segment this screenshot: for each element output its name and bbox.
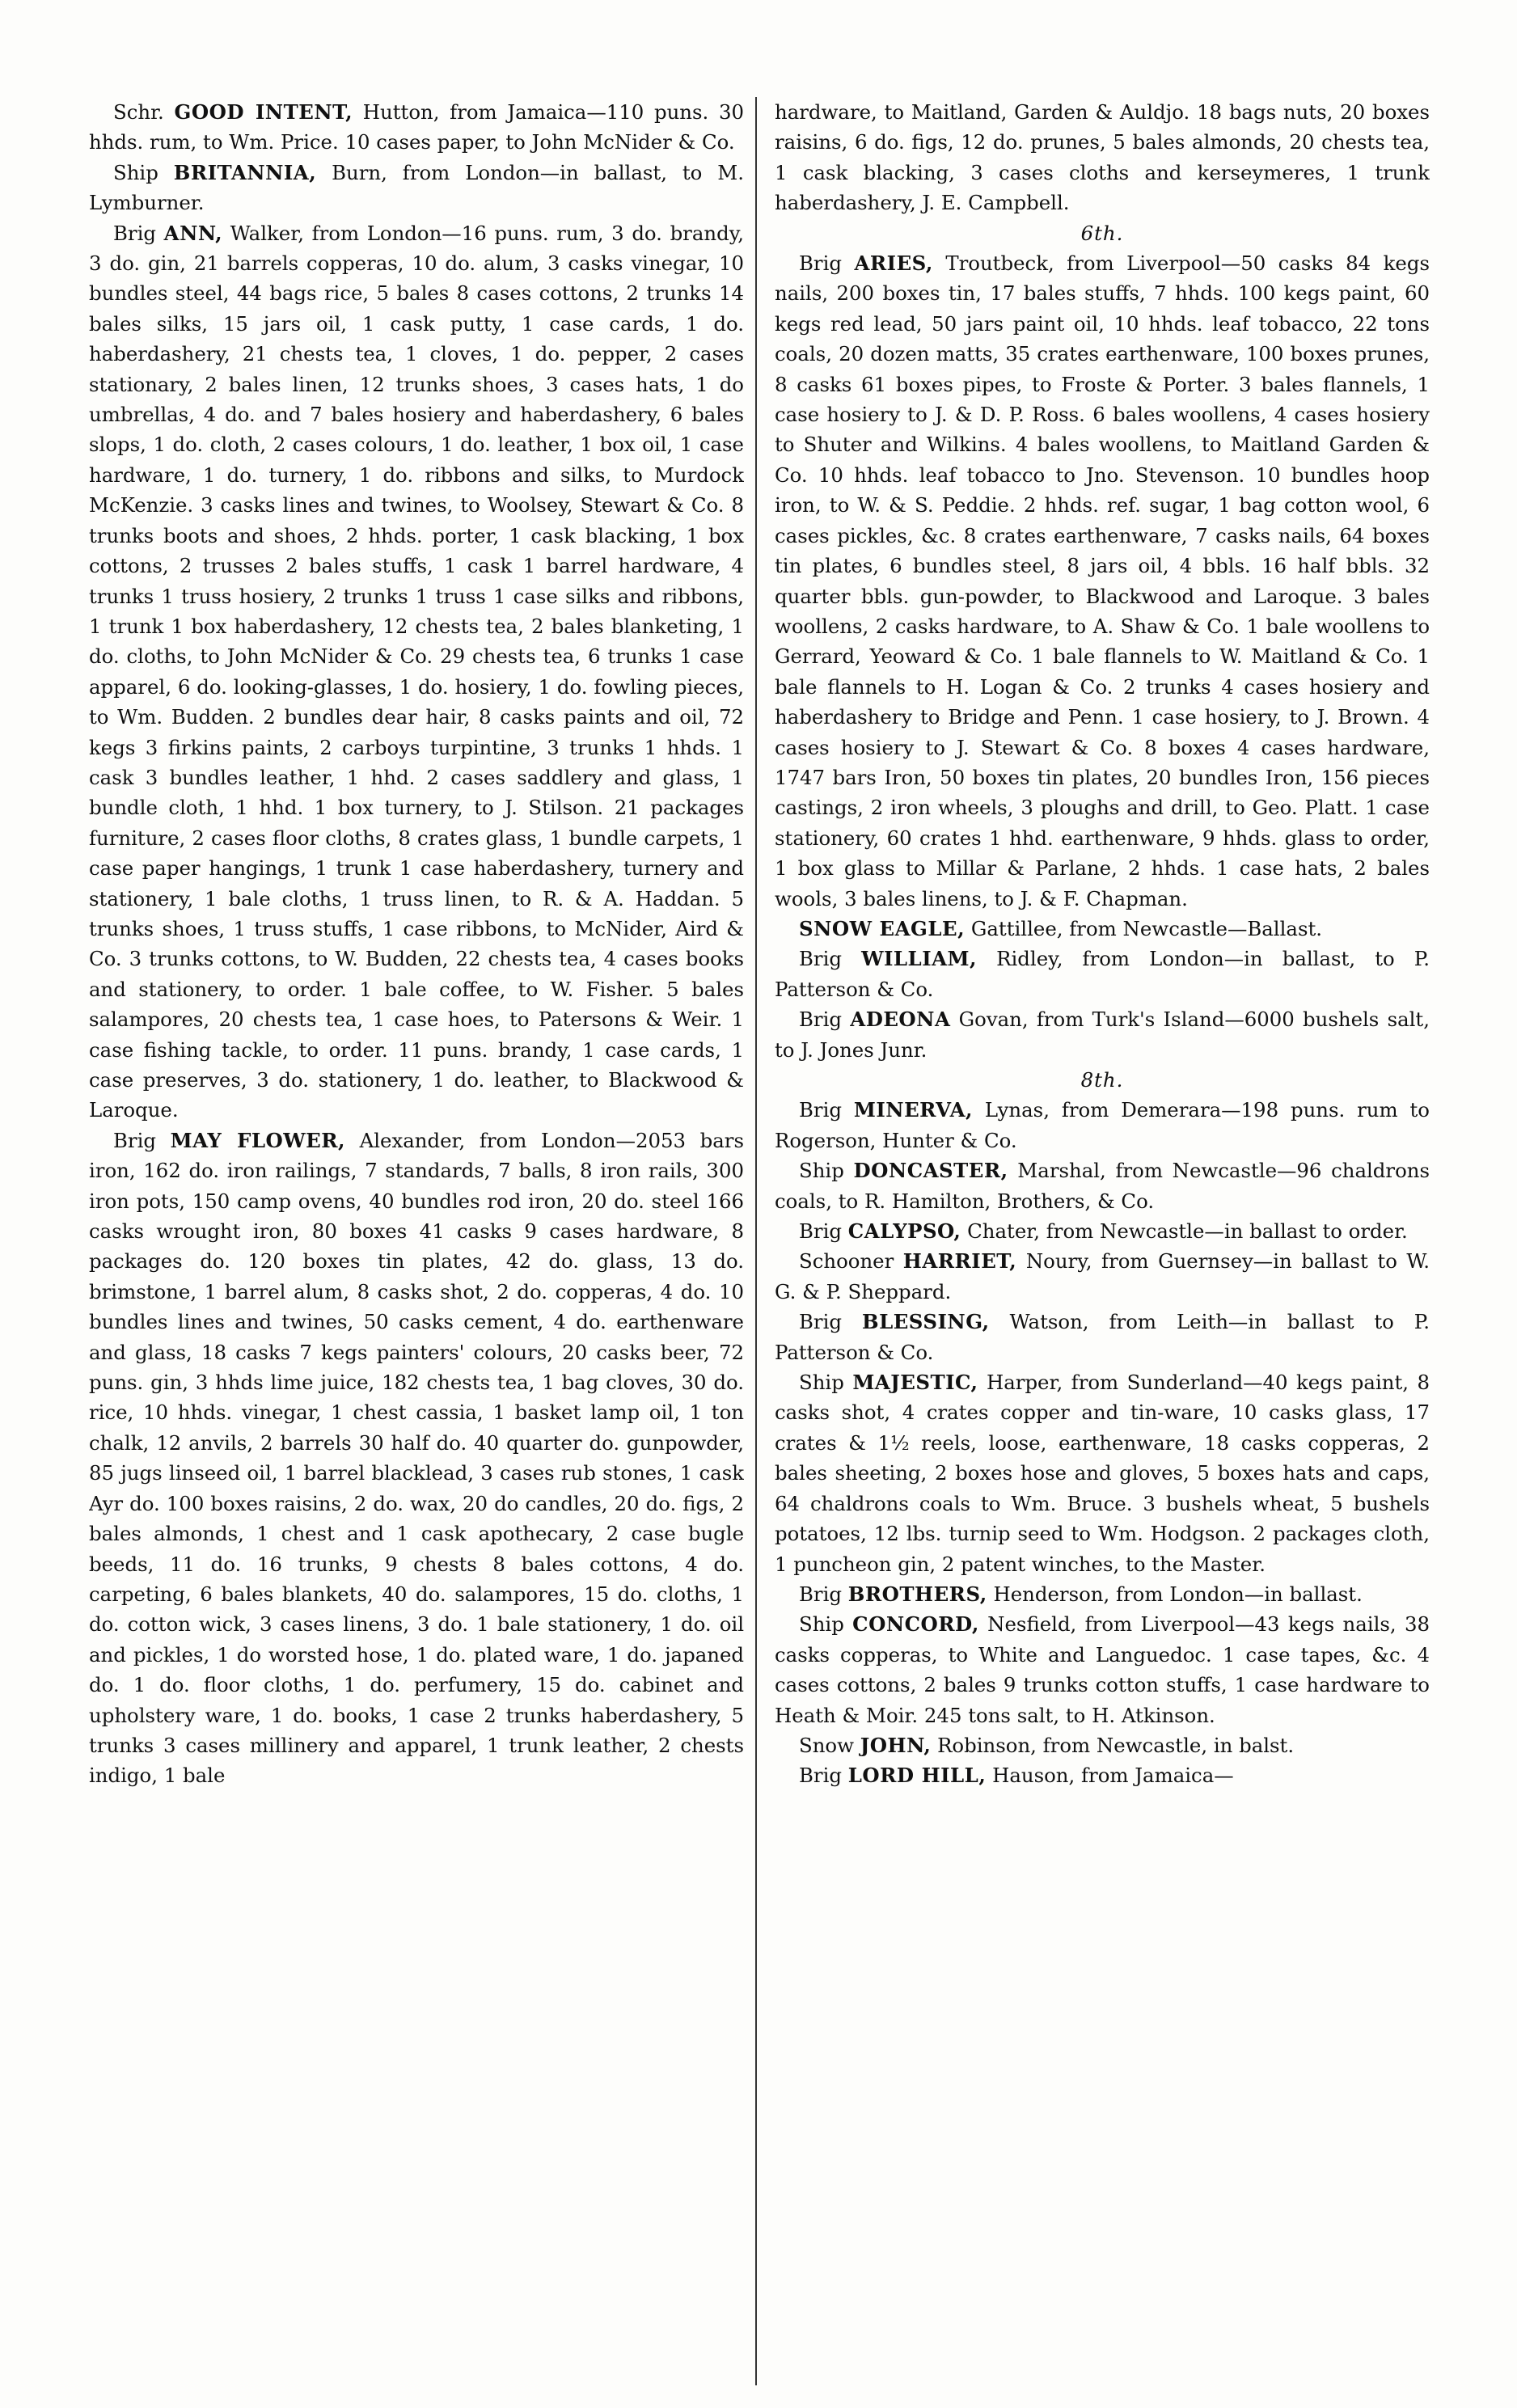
vessel-type: Brig xyxy=(113,221,156,245)
vessel-type: Brig xyxy=(799,1582,842,1606)
arrival-entry xyxy=(89,158,744,218)
vessel-type: Brig xyxy=(799,1764,842,1788)
vessel-name: LORD HILL, xyxy=(847,1764,987,1788)
vessel-name: MAJESTIC, xyxy=(852,1371,978,1395)
cargo-details: Henderson, from London—in ballast. xyxy=(987,1582,1363,1606)
column-divider xyxy=(755,97,757,2385)
cargo-details: Burn, from London—in ballast, to M. Lymburner. xyxy=(89,160,744,215)
cargo-details: Marshal, from Newcastle—96 chaldrons coals, to R. Hamilton, Brothers, & Co. xyxy=(775,1159,1430,1213)
cargo-details: Nesfield, from Liverpool—43 kegs nails, 38 casks copperas, to White and Languedoc. 1 case tapes, &c. 4 cases cottons, 2 bales 9 trunks cotton stuffs, 1 case hardware to Heath & Moir. 245 tons salt, to H. Atkinson. xyxy=(775,1612,1430,1727)
vessel-name: CONCORD, xyxy=(852,1612,979,1637)
arrival-entry xyxy=(775,1367,1430,1579)
left-column xyxy=(89,97,744,2385)
cargo-details: Lynas, from Demerara—198 puns. rum to Rogerson, Hunter & Co. xyxy=(775,1098,1430,1152)
vessel-type: Brig xyxy=(799,1008,842,1032)
cargo-details: Ridley, from London—in ballast, to P. Patterson & Co. xyxy=(775,947,1430,1001)
arrival-entry xyxy=(775,1307,1430,1367)
vessel-type: Schr. xyxy=(113,100,164,124)
continued-text: hardware, to Maitland, Garden & Auldjo. 18 bags nuts, 20 boxes raisins, 6 do. figs, 12 do. prunes, 5 bales almonds, 20 chests tea, 1 cask blacking, 3 cases cloths and kerseymeres, 1 trunk haberdashery, J. E. Campbell. xyxy=(775,100,1430,215)
arrival-entry xyxy=(775,1246,1430,1307)
arrival-entry xyxy=(89,97,744,158)
vessel-name: DONCASTER, xyxy=(853,1159,1008,1183)
vessel-name: MINERVA, xyxy=(853,1098,974,1122)
vessel-name: WILLIAM, xyxy=(861,947,978,971)
vessel-type: Ship xyxy=(799,1371,844,1395)
vessel-name: ARIES, xyxy=(854,251,933,276)
vessel-type: Brig xyxy=(799,251,842,276)
arrival-entry xyxy=(775,1004,1430,1065)
vessel-name: CALYPSO, xyxy=(847,1219,961,1244)
right-column xyxy=(775,97,1430,2385)
vessel-type: Ship xyxy=(113,160,158,184)
arrival-entry xyxy=(89,1126,744,1791)
cargo-details: Alexander, from London—2053 bars iron, 162 do. iron railings, 7 standards, 7 balls, 8 iron rails, 300 iron pots, 150 camp ovens, 40 bundles rod iron, 20 do. steel 166 casks wrought iron, 80 boxes 41 casks 9 cases hardware, 8 packages do. 120 boxes tin plates, 42 do. glass, 13 do. brimstone, 1 barrel alum, 8 casks shot, 2 do. copperas, 4 do. 10 bundles lines and twines, 50 casks cement, 4 do. earthenware and glass, 18 casks 7 kegs painters' colours, 20 casks beer, 72 puns. gin, 3 hhds lime juice, 182 chests tea, 1 bag cloves, 30 do. rice, 10 hhds. vinegar, 1 chest cassia, 1 basket lamp oil, 1 ton chalk, 12 anvils, 2 barrels 30 half do. 40 quarter do. gunpowder, 85 jugs linseed oil, 1 barrel blacklead, 3 cases rub stones, 1 cask Ayr do. 100 boxes raisins, 2 do. wax, 20 do candles, 20 do. figs, 2 bales almonds, 1 chest and 1 cask apothecary, 2 case bugle beeds, 11 do. 16 trunks, 9 chests 8 bales cottons, 4 do. carpeting, 6 bales blankets, 40 do. salampores, 15 do. cloths, 1 do. cotton wick, 3 cases linens, 3 do. 1 bale stationery, 1 do. oil and pickles, 1 do worsted hose, 1 do. plated ware, 1 do. japaned do. 1 do. floor cloths, 1 do. perfumery, 15 do. cabinet and upholstery ware, 1 do. books, 1 case 2 trunks haberdashery, 5 trunks 3 cases millinery and apparel, 1 trunk leather, 2 chests indigo, 1 bale xyxy=(89,1128,744,1788)
vessel-name: BRITANNIA, xyxy=(173,160,317,184)
date-heading: 8th. xyxy=(1080,1068,1124,1092)
cargo-details: Troutbeck, from Liverpool—50 casks 84 kegs nails, 200 boxes tin, 17 bales stuffs, 7 hhds. 100 kegs paint, 60 kegs red lead, 50 jars paint oil, 10 hhds. leaf tobacco, 22 tons coals, 20 dozen matts, 35 crates earthenware, 100 boxes prunes, 8 casks 61 boxes pipes, to Froste & Porter. 3 bales flannels, 1 case hosiery to J. & D. P. Ross. 6 bales woollens, 4 cases hosiery to Shuter and Wilkins. 4 bales woollens, to Maitland Garden & Co. 10 hhds. leaf tobacco to Jno. Stevenson. 10 bundles hoop iron, to W. & S. Peddie. 2 hhds. ref. sugar, 1 bag cotton wool, 6 cases pickles, &c. 8 crates earthenware, 7 casks nails, 64 boxes tin plates, 6 bundles steel, 8 jars oil, 4 bbls. 16 half bbls. 32 quarter bbls. gun-powder, to Blackwood and Laroque. 3 bales woollens, 2 casks hardware, to A. Shaw & Co. 1 bale woollens to Gerrard, Yeoward & Co. 1 bale flannels to W. Maitland & Co. 1 bale flannels to H. Logan & Co. 2 trunks 4 cases hosiery and haberdashery to Bridge and Penn. 1 case hosiery, to J. Brown. 4 cases hosiery to J. Stewart & Co. 8 boxes 4 cases hardware, 1747 bars Iron, 50 boxes tin plates, 20 bundles Iron, 156 pieces castings, 2 iron wheels, 3 ploughs and drill, to Geo. Platt. 1 case stationery, 60 crates 1 hhd. earthenware, 9 hhds. glass to order, 1 box glass to Millar & Parlane, 2 hhds. 1 case hats, 2 bales wools, 3 bales linens, to J. & F. Chapman. xyxy=(775,251,1430,910)
vessel-type: Snow xyxy=(799,1733,854,1757)
vessel-type: Ship xyxy=(799,1612,844,1637)
cargo-details: Hutton, from Jamaica—110 puns. 30 hhds. rum, to Wm. Price. 10 cases paper, to John McNider & Co. xyxy=(89,100,744,154)
arrival-entry xyxy=(89,218,744,1126)
vessel-name: GOOD INTENT, xyxy=(174,100,353,124)
vessel-name: ADEONA xyxy=(850,1008,951,1032)
vessel-type: Schooner xyxy=(799,1249,894,1274)
vessel-name: SNOW EAGLE, xyxy=(799,916,966,940)
vessel-name: HARRIET, xyxy=(902,1249,1017,1274)
cargo-details: Hauson, from Jamaica— xyxy=(986,1764,1234,1788)
vessel-type: Brig xyxy=(799,1310,842,1334)
cargo-details: Watson, from Leith—in ballast to P. Patterson & Co. xyxy=(775,1310,1430,1364)
vessel-type: Brig xyxy=(799,1098,842,1122)
vessel-name: JOHN, xyxy=(860,1733,932,1757)
vessel-name: BLESSING, xyxy=(861,1310,990,1334)
vessel-type: Brig xyxy=(113,1128,156,1152)
arrival-entry xyxy=(775,1216,1430,1246)
cargo-details: Gattillee, from Newcastle—Ballast. xyxy=(965,916,1323,940)
vessel-name: ANN, xyxy=(163,221,223,245)
arrival-entry xyxy=(775,1609,1430,1730)
vessel-type: Brig xyxy=(799,1219,842,1244)
cargo-details: Harper, from Sunderland—40 kegs paint, 8 casks shot, 4 crates copper and tin-ware, 10 casks glass, 17 crates & 1½ reels, loose, earthenware, 18 casks copperas, 2 bales sheeting, 2 boxes hose and gloves, 5 boxes hats and caps, 64 chaldrons coals to Wm. Bruce. 3 bushels wheat, 5 bushels potatoes, 12 lbs. turnip seed to Wm. Hodgson. 2 packages cloth, 1 puncheon gin, 2 patent winches, to the Master. xyxy=(775,1371,1430,1576)
vessel-name: MAY FLOWER, xyxy=(170,1128,346,1152)
arrival-entry xyxy=(775,914,1430,944)
arrival-entry xyxy=(775,1155,1430,1216)
date-heading: 6th. xyxy=(1080,221,1124,245)
arrival-entry xyxy=(775,1760,1430,1790)
arrival-entry xyxy=(775,248,1430,914)
vessel-name: BROTHERS, xyxy=(847,1582,987,1606)
cargo-details: Noury, from Guernsey—in ballast to W. G. & P. Sheppard. xyxy=(775,1249,1430,1303)
vessel-type: Ship xyxy=(799,1159,844,1183)
arrival-entry xyxy=(775,1095,1430,1155)
vessel-type: Brig xyxy=(799,947,842,971)
arrival-entry xyxy=(775,1579,1430,1609)
cargo-details: Chater, from Newcastle—in ballast to order. xyxy=(961,1219,1408,1244)
cargo-details: Govan, from Turk's Island—6000 bushels salt, to J. Jones Junr. xyxy=(775,1008,1430,1062)
arrival-entry xyxy=(775,944,1430,1004)
arrival-entry xyxy=(775,1730,1430,1760)
cargo-details: Robinson, from Newcastle, in balst. xyxy=(931,1733,1295,1757)
cargo-details: Walker, from London—16 puns. rum, 3 do. brandy, 3 do. gin, 21 barrels copperas, 10 do. alum, 3 casks vinegar, 10 bundles steel, 44 bags rice, 5 bales 8 cases cottons, 2 trunks 14 bales silks, 15 jars oil, 1 cask putty, 1 case cards, 1 do. haberdashery, 21 chests tea, 1 cloves, 1 do. pepper, 2 cases stationary, 2 bales linen, 12 trunks shoes, 3 cases hats, 1 do umbrellas, 4 do. and 7 bales hosiery and haberdashery, 6 bales slops, 1 do. cloth, 2 cases colours, 1 do. leather, 1 box oil, 1 case hardware, 1 do. turnery, 1 do. ribbons and silks, to Murdock McKenzie. 3 casks lines and twines, to Woolsey, Stewart & Co. 8 trunks boots and shoes, 2 hhds. porter, 1 cask blacking, 1 box cottons, 2 trusses 2 bales stuffs, 1 cask 1 barrel hardware, 4 trunks 1 truss hosiery, 2 trunks 1 truss 1 case silks and ribbons, 1 trunk 1 box haberdashery, 12 chests tea, 2 bales blanketing, 1 do. cloths, to John McNider & Co. 29 chests tea, 6 trunks 1 case apparel, 6 do. looking-glasses, 1 do. hosiery, 1 do. fowling pieces, to Wm. Budden. 2 bundles dear hair, 8 casks paints and oil, 72 kegs 3 firkins paints, 2 carboys turpintine, 3 trunks 1 hhds. 1 cask 3 bundles leather, 1 hhd. 2 cases saddlery and glass, 1 bundle cloth, 1 hhd. 1 box turnery, to J. Stilson. 21 packages furniture, 2 cases floor cloths, 8 crates glass, 1 bundle carpets, 1 case paper hangings, 1 trunk 1 case haberdashery, turnery and stationery, 1 bale cloths, 1 truss linen, to R. & A. Haddan. 5 trunks shoes, 1 truss stuffs, 1 case ribbons, to McNider, Aird & Co. 3 trunks cottons, to W. Budden, 22 chests tea, 4 cases books and stationery, to order. 1 bale coffee, to W. Fisher. 5 bales salampores, 20 chests tea, 1 case hoes, to Patersons & Weir. 1 case fishing tackle, to order. 11 puns. brandy, 1 case cards, 1 case preserves, 3 do. stationery, 1 do. leather, to Blackwood & Laroque. xyxy=(89,221,744,1122)
